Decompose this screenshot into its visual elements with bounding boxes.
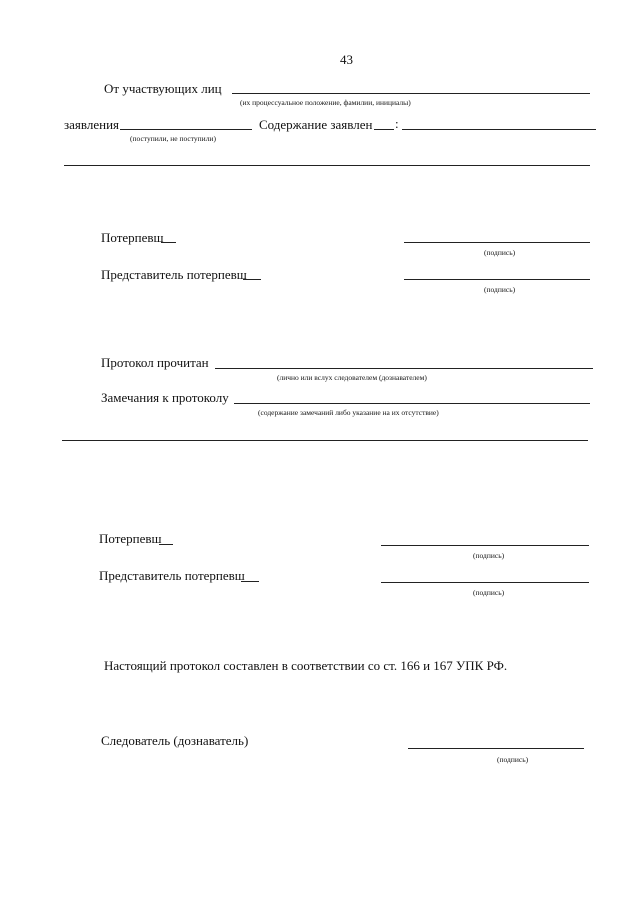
participants-label: От участвующих лиц (104, 81, 222, 96)
victim-rep-signature-line-2 (381, 582, 589, 583)
statement-content-colon: : (395, 116, 399, 131)
investigator-label: Следователь (дознаватель) (101, 733, 249, 748)
statements-line (120, 129, 252, 130)
victim-ending-line-2 (159, 544, 173, 545)
page-number: 43 (340, 52, 353, 67)
victim-label: Потерпевш (101, 230, 164, 245)
victim-rep-signature-caption-2: (подпись) (473, 588, 505, 597)
victim-signature-caption: (подпись) (484, 248, 516, 257)
statement-extra-line (64, 165, 590, 166)
victim-signature-line-2 (381, 545, 589, 546)
remarks-extra-line (62, 440, 588, 441)
protocol-read-caption: (лично или вслух следователем (дознавателем) (277, 373, 427, 382)
statements-caption: (поступили, не поступили) (130, 134, 216, 143)
remarks-label: Замечания к протоколу (101, 390, 229, 405)
protocol-read-label: Протокол прочитан (101, 355, 209, 370)
participants-caption: (их процессуальное положение, фамилии, инициалы) (240, 98, 411, 107)
remarks-caption: (содержание замечаний либо указание на их отсутствие) (258, 408, 439, 417)
victim-rep-signature-caption: (подпись) (484, 285, 516, 294)
statement-content-ending-line (374, 129, 394, 130)
protocol-read-line (215, 368, 593, 369)
victim-signature-caption-2: (подпись) (473, 551, 505, 560)
statements-label: заявления (64, 117, 120, 132)
victim-signature-line (404, 242, 590, 243)
remarks-line (234, 403, 590, 404)
protocol-compliance-note: Настоящий протокол составлен в соответствии со ст. 166 и 167 УПК РФ. (104, 658, 508, 673)
victim-rep-label: Представитель потерпевш (101, 267, 247, 282)
investigator-signature-line (408, 748, 584, 749)
victim-ending-line (161, 242, 176, 243)
victim-rep-label-2: Представитель потерпевш (99, 568, 245, 583)
victim-rep-signature-line (404, 279, 590, 280)
victim-label-2: Потерпевш (99, 531, 162, 546)
participants-line (232, 93, 590, 94)
victim-rep-ending-line-2 (241, 581, 259, 582)
investigator-signature-caption: (подпись) (497, 755, 529, 764)
statement-content-line (402, 129, 596, 130)
victim-rep-ending-line (243, 279, 261, 280)
statement-content-label: Содержание заявлен (259, 117, 373, 132)
